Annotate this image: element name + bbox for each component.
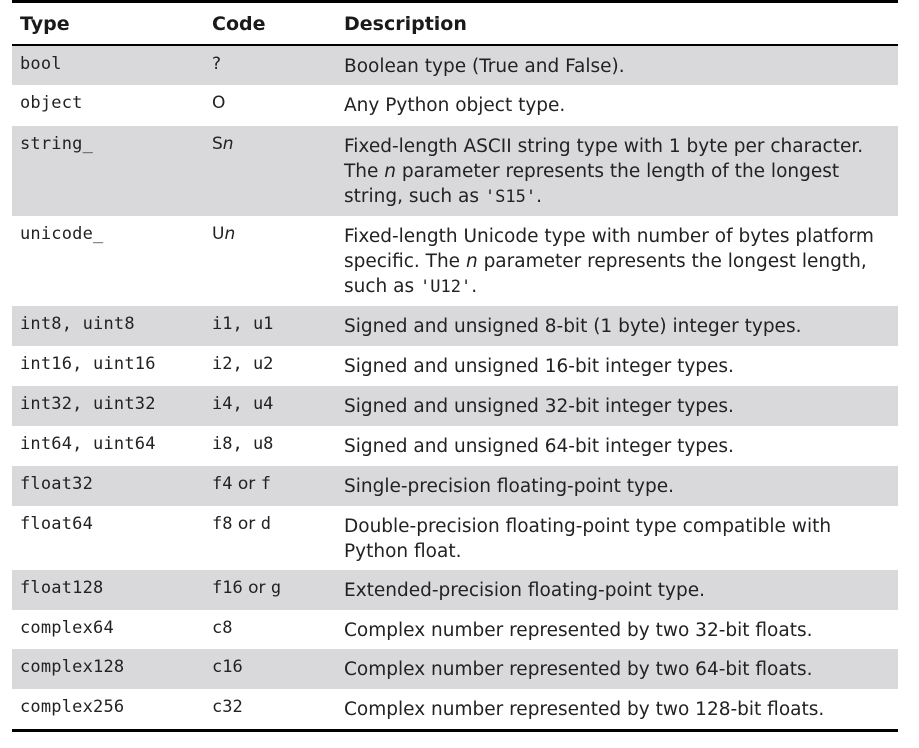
cell-code bbox=[204, 466, 336, 506]
description-text: Signed and unsigned 32-bit integer types. bbox=[344, 396, 734, 417]
table-row bbox=[12, 426, 898, 466]
cell-type: int32, uint32 bbox=[20, 394, 156, 414]
description-text: Complex number represented by two 32-bit floats. bbox=[344, 620, 813, 641]
table-row bbox=[12, 126, 898, 216]
code-text: f8 bbox=[212, 514, 233, 534]
cell-description bbox=[336, 126, 898, 216]
cell-type: int64, uint64 bbox=[20, 434, 156, 454]
code-text: or bbox=[232, 514, 261, 534]
cell-description bbox=[336, 426, 898, 466]
cell-code bbox=[204, 386, 336, 426]
cell-type: object bbox=[20, 93, 83, 113]
cell-type: float64 bbox=[20, 514, 94, 534]
cell-code bbox=[204, 649, 336, 689]
cell-description bbox=[336, 216, 898, 306]
cell-type: string_ bbox=[20, 134, 94, 154]
description-text: n bbox=[465, 251, 478, 272]
description-text: Boolean type (True and False). bbox=[344, 56, 625, 77]
code-text: n bbox=[224, 224, 236, 244]
table-row bbox=[12, 46, 898, 85]
description-text: 'S15' bbox=[484, 187, 537, 207]
cell-type: unicode_ bbox=[20, 224, 104, 244]
description-text: parameter represents the length of the longest string, such as bbox=[344, 161, 840, 207]
code-text: i1, u1 bbox=[212, 314, 274, 334]
cell-description bbox=[336, 649, 898, 689]
code-text: f4 bbox=[212, 474, 233, 494]
description-text: parameter represents the longest length, such as bbox=[344, 251, 867, 297]
code-text: U bbox=[212, 224, 225, 244]
code-text: or bbox=[242, 578, 271, 598]
description-text: Fixed-length ASCII string type with 1 byte per character. The bbox=[344, 136, 864, 182]
description-text: Signed and unsigned 8-bit (1 byte) integer types. bbox=[344, 316, 802, 337]
cell-type: complex64 bbox=[20, 618, 114, 638]
code-text: or bbox=[232, 474, 261, 494]
table-row bbox=[12, 216, 898, 306]
table-body bbox=[12, 46, 898, 729]
description-text: . bbox=[471, 276, 478, 297]
description-text: n bbox=[384, 161, 397, 182]
cell-code bbox=[204, 306, 336, 346]
header-description: Description bbox=[344, 12, 467, 35]
code-text: c32 bbox=[212, 697, 243, 717]
description-text: Complex number represented by two 128-bit floats. bbox=[344, 699, 825, 720]
cell-code bbox=[204, 426, 336, 466]
description-text: Double-precision floating-point type compatible with Python float. bbox=[344, 516, 832, 562]
table-row bbox=[12, 506, 898, 570]
cell-type: float128 bbox=[20, 578, 104, 598]
table-row bbox=[12, 689, 898, 729]
description-text: Fixed-length Unicode type with number of bytes platform specific. The bbox=[344, 226, 874, 272]
cell-description bbox=[336, 506, 898, 570]
code-text: c16 bbox=[212, 657, 243, 677]
description-text: 'U12' bbox=[420, 277, 472, 297]
cell-code bbox=[204, 216, 336, 306]
table-row bbox=[12, 649, 898, 689]
description-text: Complex number represented by two 64-bit floats. bbox=[344, 659, 813, 680]
cell-description bbox=[336, 610, 898, 649]
cell-description bbox=[336, 689, 898, 729]
table-row bbox=[12, 466, 898, 506]
table-header bbox=[12, 3, 898, 46]
cell-description bbox=[336, 85, 898, 126]
table-bottom-rule bbox=[12, 729, 898, 732]
code-text: i8, u8 bbox=[212, 434, 274, 454]
table-row bbox=[12, 386, 898, 426]
cell-type: complex256 bbox=[20, 697, 125, 717]
table-row bbox=[12, 85, 898, 126]
table-row bbox=[12, 346, 898, 386]
code-text: i2, u2 bbox=[212, 354, 274, 374]
description-text: Signed and unsigned 64-bit integer types. bbox=[344, 436, 734, 457]
code-text: g bbox=[270, 578, 282, 598]
code-text: f16 bbox=[212, 578, 243, 598]
code-text: d bbox=[260, 514, 271, 534]
cell-type: int8, uint8 bbox=[20, 314, 135, 334]
cell-code bbox=[204, 85, 336, 126]
cell-code bbox=[204, 570, 336, 610]
dtype-table bbox=[12, 0, 898, 732]
cell-description bbox=[336, 346, 898, 386]
description-text: Any Python object type. bbox=[344, 95, 566, 116]
header-code: Code bbox=[212, 12, 266, 35]
table-row bbox=[12, 610, 898, 649]
code-text: O bbox=[212, 93, 226, 113]
cell-description bbox=[336, 306, 898, 346]
description-text: Single-precision floating-point type. bbox=[344, 476, 675, 497]
table-row bbox=[12, 570, 898, 610]
cell-code bbox=[204, 126, 336, 216]
cell-type: bool bbox=[20, 54, 62, 74]
header-type: Type bbox=[20, 12, 70, 35]
cell-type: float32 bbox=[20, 474, 94, 494]
code-text: n bbox=[222, 134, 234, 154]
cell-description bbox=[336, 46, 898, 85]
cell-code bbox=[204, 689, 336, 729]
cell-code bbox=[204, 46, 336, 85]
code-text: i4, u4 bbox=[212, 394, 274, 414]
description-text: . bbox=[536, 186, 542, 207]
cell-code bbox=[204, 610, 336, 649]
code-text: ? bbox=[212, 54, 222, 74]
cell-description bbox=[336, 570, 898, 610]
code-text: f bbox=[260, 474, 271, 494]
code-text: S bbox=[212, 134, 223, 154]
cell-code bbox=[204, 346, 336, 386]
description-text: Extended-precision floating-point type. bbox=[344, 580, 705, 601]
cell-description bbox=[336, 386, 898, 426]
cell-type: complex128 bbox=[20, 657, 125, 677]
description-text: Signed and unsigned 16-bit integer types. bbox=[344, 356, 734, 377]
cell-type: int16, uint16 bbox=[20, 354, 156, 374]
cell-description bbox=[336, 466, 898, 506]
code-text: c8 bbox=[212, 618, 233, 638]
table-row bbox=[12, 306, 898, 346]
cell-code bbox=[204, 506, 336, 570]
